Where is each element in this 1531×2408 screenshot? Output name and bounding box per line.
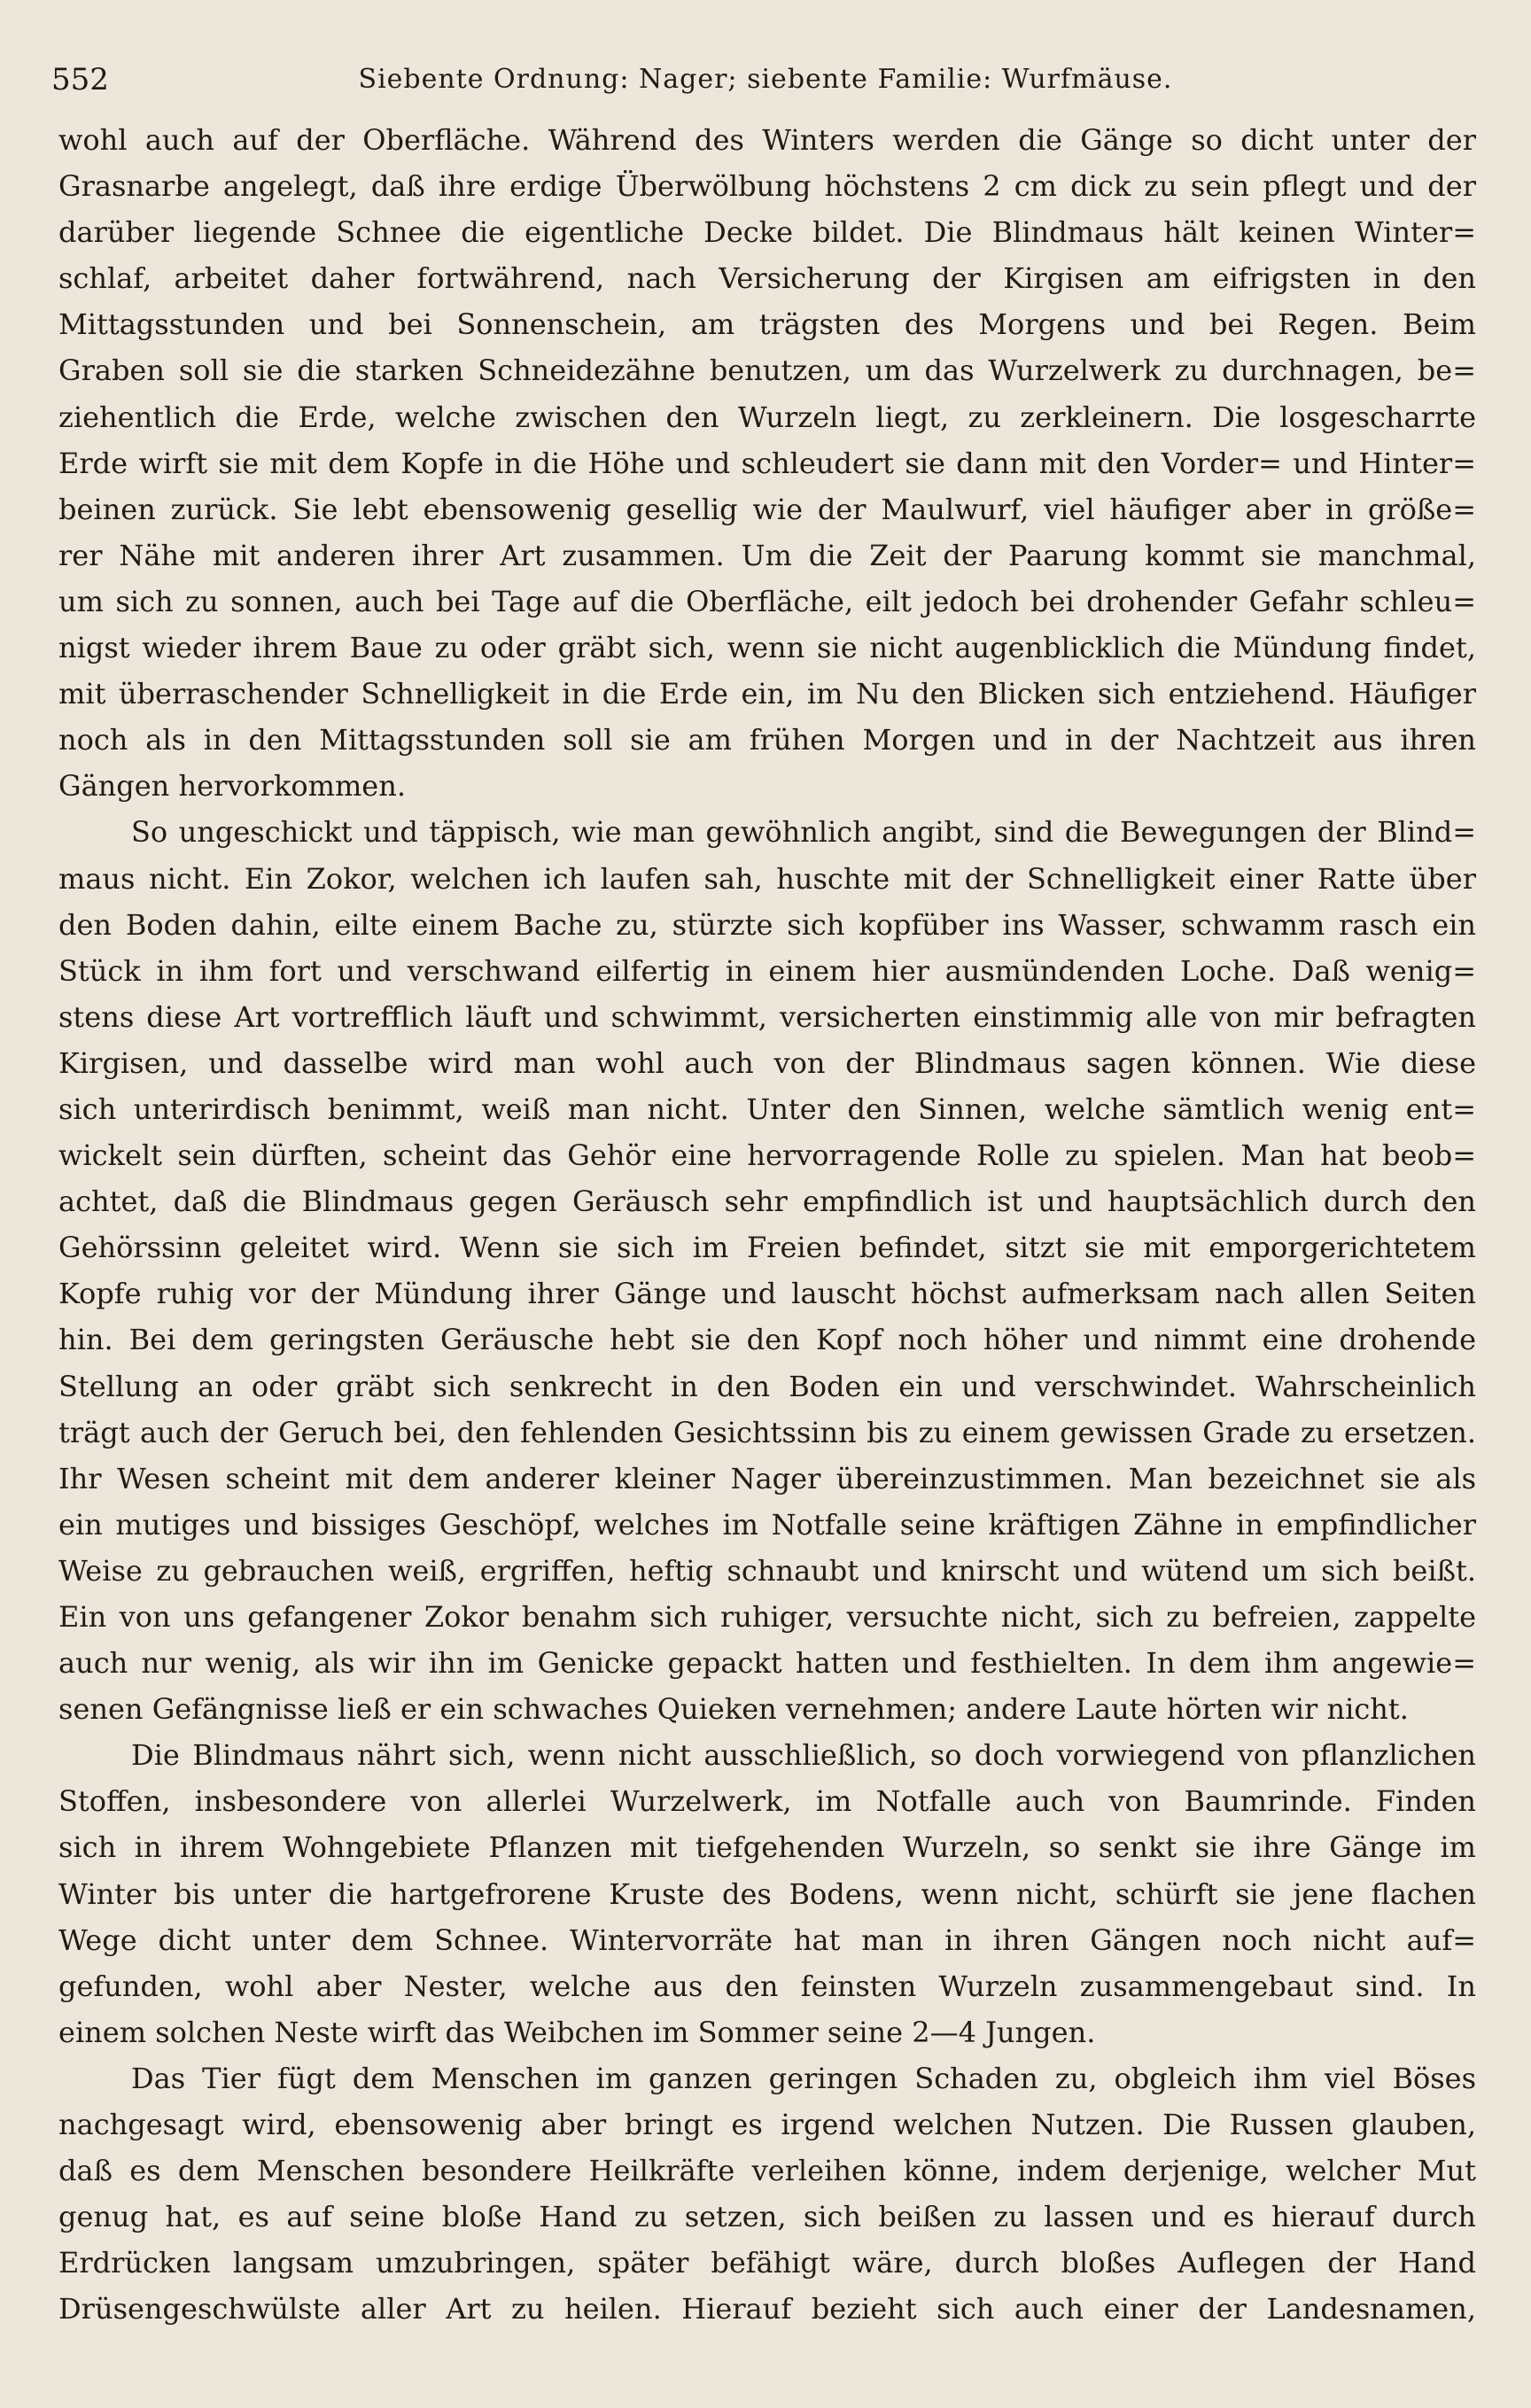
text-line: schlaf, arbeitet daher fortwährend, nach Versicherung der Kirgisen am eifrigsten in den <box>58 261 1476 296</box>
text-line: Winter bis unter die hartgefrorene Kruste des Bodens, wenn nicht, schürft sie jene flachen <box>58 1876 1476 1911</box>
text-line: Ihr Wesen scheint mit dem anderer kleiner Nager übereinzustimmen. Man bezeichnet sie als <box>58 1461 1476 1495</box>
text-line: Stück in ihm fort und verschwand eilfertig in einem hier ausmündenden Loche. Daß wenig= <box>58 953 1476 988</box>
paragraph <box>58 809 1476 1732</box>
text-line: Kirgisen, und dasselbe wird man wohl auch von der Blindmaus sagen können. Wie diese <box>58 1045 1476 1080</box>
text-line: sich unterirdisch benimmt, weiß man nicht. Unter den Sinnen, welche sämtlich wenig ent= <box>58 1091 1476 1126</box>
text-line: senen Gefängnisse ließ er ein schwaches Quieken vernehmen; andere Laute hörten wir nicht. <box>58 1692 1409 1727</box>
paragraph <box>58 117 1476 809</box>
text-line: Stellung an oder gräbt sich senkrecht in den Boden ein und verschwindet. Wahrscheinlich <box>58 1369 1476 1403</box>
text-line: Stoffen, insbesondere von allerlei Wurzelwerk, im Notfalle auch von Baumrinde. Finden <box>58 1784 1476 1819</box>
text-line: Ein von uns gefangener Zokor benahm sich ruhiger, versuchte nicht, sich zu befreien, zappelte <box>58 1600 1476 1634</box>
page-number: 552 <box>51 62 109 97</box>
text-line: mit überraschender Schnelligkeit in die Erde ein, im Nu den Blicken sich entziehend. Häufiger <box>58 677 1476 711</box>
text-line: auch nur wenig, als wir ihn im Genicke gepackt hatten und festhielten. In dem ihm angewie= <box>58 1646 1476 1681</box>
text-line: den Boden dahin, eilte einem Bache zu, stürzte sich kopfüber ins Wasser, schwamm rasch ein <box>58 907 1476 942</box>
running-head: Siebente Ordnung: Nager; siebente Familie: Wurfmäuse. <box>358 64 1173 95</box>
text-line: stens diese Art vortrefflich läuft und schwimmt, versicherten einstimmig alle von mir befragten <box>58 999 1476 1034</box>
text-line: daß es dem Menschen besondere Heilkräfte verleihen könne, indem derjenige, welcher Mut <box>58 2154 1476 2188</box>
text-line: rer Nähe mit anderen ihrer Art zusammen. Um die Zeit der Paarung kommt sie manchmal, <box>58 538 1476 572</box>
text-line: So ungeschickt und täppisch, wie man gewöhnlich angibt, sind die Bewegungen der Blind= <box>131 815 1476 850</box>
text-line: sich in ihrem Wohngebiete Pflanzen mit tiefgehenden Wurzeln, so senkt sie ihre Gänge im <box>58 1830 1476 1865</box>
text-line: ziehentlich die Erde, welche zwischen den Wurzeln liegt, zu zerkleinern. Die losgescharrte <box>58 400 1476 434</box>
text-line: hin. Bei dem geringsten Geräusche hebt sie den Kopf noch höher und nimmt eine drohende <box>58 1323 1476 1357</box>
text-line: Gehörssinn geleitet wird. Wenn sie sich im Freien befindet, sitzt sie mit emporgerichtetem <box>58 1231 1476 1265</box>
text-line: Mittagsstunden und bei Sonnenschein, am trägsten des Morgens und bei Regen. Beim <box>58 307 1476 342</box>
text-line: Gängen hervorkommen. <box>58 769 406 804</box>
text-line: Graben soll sie die starken Schneidezähne benutzen, um das Wurzelwerk zu durchnagen, be= <box>58 353 1476 388</box>
text-line: wohl auch auf der Oberfläche. Während des Winters werden die Gänge so dicht unter der <box>58 123 1476 157</box>
text-line: Weise zu gebrauchen weiß, ergriffen, heftig schnaubt und knirscht und wütend um sich beißt. <box>58 1553 1476 1588</box>
text-line: ein mutiges und bissiges Geschöpf, welches im Notfalle seine kräftigen Zähne in empfindlicher <box>58 1507 1476 1542</box>
paragraph <box>58 1732 1476 2055</box>
text-line: Das Tier fügt dem Menschen im ganzen geringen Schaden zu, obgleich ihm viel Böses <box>131 2061 1476 2095</box>
text-line: wickelt sein dürften, scheint das Gehör eine hervorragende Rolle zu spielen. Man hat beob= <box>58 1138 1476 1173</box>
text-line: Die Blindmaus nährt sich, wenn nicht ausschließlich, so doch vorwiegend von pflanzlichen <box>131 1738 1476 1773</box>
text-line: einem solchen Neste wirft das Weibchen im Sommer seine 2—4 Jungen. <box>58 2015 1096 2049</box>
text-line: darüber liegende Schnee die eigentliche Decke bildet. Die Blindmaus hält keinen Winter= <box>58 215 1476 250</box>
text-line: beinen zurück. Sie lebt ebensowenig gesellig wie der Maulwurf, viel häufiger aber in größe= <box>58 492 1476 526</box>
text-line: Wege dicht unter dem Schnee. Wintervorräte hat man in ihren Gängen noch nicht auf= <box>58 1923 1476 1957</box>
text-line: Kopfe ruhig vor der Mündung ihrer Gänge und lauscht höchst aufmerksam nach allen Seiten <box>58 1277 1476 1311</box>
text-line: trägt auch der Geruch bei, den fehlenden Gesichtssinn bis zu einem gewissen Grade zu ersetzen. <box>58 1415 1476 1449</box>
paragraph <box>58 2055 1476 2333</box>
body-text <box>58 117 1476 2333</box>
text-line: gefunden, wohl aber Nester, welche aus den feinsten Wurzeln zusammengebaut sind. In <box>58 1969 1476 2003</box>
text-line: nigst wieder ihrem Baue zu oder gräbt sich, wenn sie nicht augenblicklich die Mündung findet, <box>58 631 1476 665</box>
text-line: nachgesagt wird, ebensowenig aber bringt es irgend welchen Nutzen. Die Russen glauben, <box>58 2108 1476 2142</box>
text-line: noch als in den Mittagsstunden soll sie am frühen Morgen und in der Nachtzeit aus ihren <box>58 723 1476 757</box>
text-line: um sich zu sonnen, auch bei Tage auf die Oberfläche, eilt jedoch bei drohender Gefahr schleu= <box>58 584 1476 618</box>
page-header <box>51 53 1480 106</box>
text-line: Drüsengeschwülste aller Art zu heilen. Hierauf bezieht sich auch einer der Landesnamen, <box>58 2292 1476 2326</box>
text-line: maus nicht. Ein Zokor, welchen ich laufen sah, huschte mit der Schnelligkeit einer Ratte über <box>58 861 1476 896</box>
text-line: achtet, daß die Blindmaus gegen Geräusch sehr empfindlich ist und hauptsächlich durch den <box>58 1185 1476 1219</box>
text-line: Grasnarbe angelegt, daß ihre erdige Überwölbung höchstens 2 cm dick zu sein pflegt und der <box>58 169 1476 204</box>
text-line: genug hat, es auf seine bloße Hand zu setzen, sich beißen zu lassen und es hierauf durch <box>58 2200 1476 2234</box>
text-line: Erde wirft sie mit dem Kopfe in die Höhe und schleudert sie dann mit den Vorder= und Hinter= <box>58 446 1476 480</box>
text-line: Erdrücken langsam umzubringen, später befähigt wäre, durch bloßes Auflegen der Hand <box>58 2246 1476 2280</box>
